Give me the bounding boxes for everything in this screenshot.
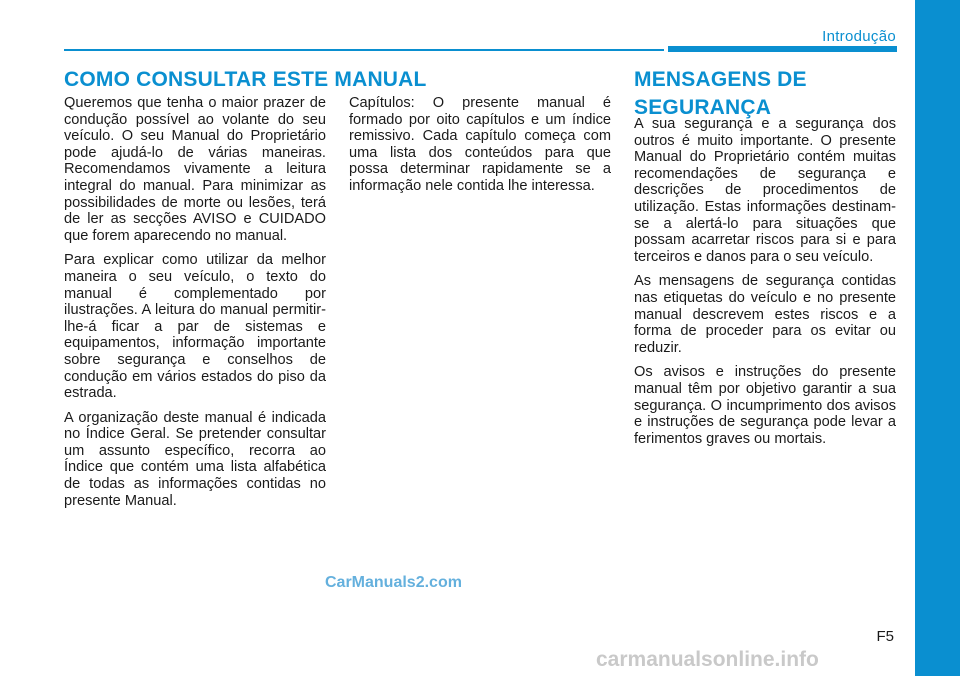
paragraph: Queremos que tenha o maior prazer de condução possível ao volante do seu veículo. O seu Manual do Proprietário pode ajudá-lo de várias maneiras. Recomendamos vivamente a leitura integral do manual. Para minimizar as possibilidades de morte ou lesões, terá de ler as secções AVISO e CUIDADO que forem aparecendo no manual. bbox=[64, 95, 326, 244]
header-rule-accent bbox=[668, 46, 897, 52]
header-rule bbox=[64, 49, 664, 51]
paragraph: Capítulos: O presente manual é formado por oito capítulos e um índice remissivo. Cada capítulo começa com uma lista dos conteúdos para que possa determinar rapidamente se a informação nele contida lhe interessa. bbox=[349, 95, 611, 194]
paragraph: As mensagens de segurança contidas nas etiquetas do veículo e no presente manual descrevem estes riscos e a forma de proceder para os evitar ou reduzir. bbox=[634, 273, 896, 356]
paragraph: Os avisos e instruções do presente manual têm por objetivo garantir a sua segurança. O incumprimento dos avisos e instruções de segurança pode levar a ferimentos graves ou mortais. bbox=[634, 364, 896, 447]
column-3 bbox=[634, 116, 896, 455]
page-number: F5 bbox=[876, 628, 894, 645]
footer-watermark: carmanualsonline.info bbox=[596, 648, 819, 671]
column-2 bbox=[349, 95, 611, 203]
column-1 bbox=[64, 95, 326, 517]
side-tab-bar bbox=[915, 0, 960, 676]
heading-safety-messages: MENSAGENS DE SEGURANÇA bbox=[634, 68, 807, 119]
paragraph: A organização deste manual é indicada no Índice Geral. Se pretender consultar um assunto específico, recorra ao Índice que contém uma lista alfabética de todas as informações contidas no presente Manual. bbox=[64, 409, 326, 509]
paragraph: A sua segurança e a segurança dos outros é muito importante. O presente Manual do Proprietário contém muitas recomendações de segurança e descrições de procedimentos de utilização. Estas informações destinam-se a alertá-lo para situações que possam acarretar riscos para si e para terceiros e danos para o seu veículo. bbox=[634, 116, 896, 265]
paragraph: Para explicar como utilizar da melhor maneira o seu veículo, o texto do manual é complementado por ilustrações. A leitura do manual permitir-lhe-á ficar a par de sistemas e equipamentos, informação importante sobre segurança e conselhos de condução em vários estados do piso da estrada. bbox=[64, 252, 326, 402]
section-title: Introdução bbox=[822, 28, 896, 45]
watermark-link[interactable]: CarManuals2.com bbox=[325, 574, 462, 591]
heading-how-to-use: COMO CONSULTAR ESTE MANUAL bbox=[64, 68, 427, 91]
